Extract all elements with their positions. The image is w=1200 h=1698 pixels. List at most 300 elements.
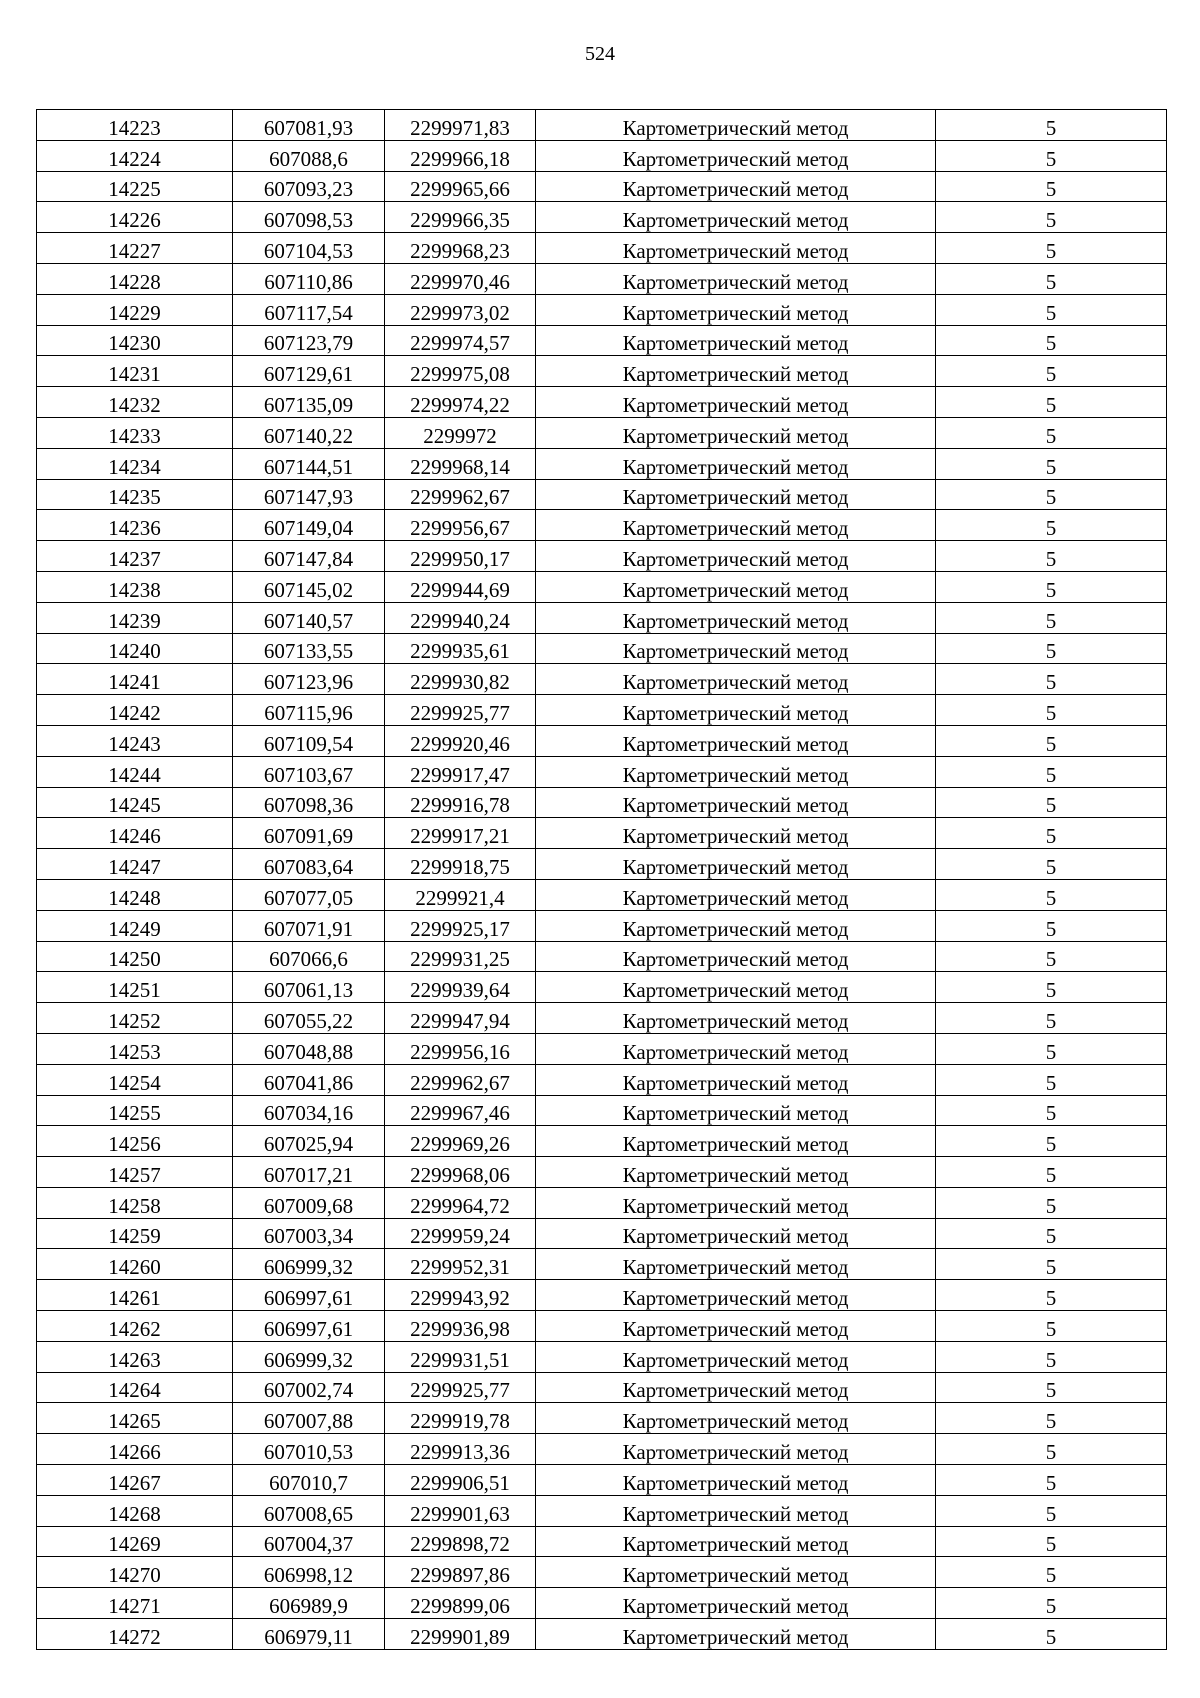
y-coordinate-cell: 2299936,98	[385, 1311, 536, 1342]
point-number-cell: 14233	[37, 417, 233, 448]
point-number-cell: 14257	[37, 1157, 233, 1188]
point-number-cell: 14231	[37, 356, 233, 387]
x-coordinate-cell: 606997,61	[233, 1280, 385, 1311]
accuracy-cell: 5	[936, 1311, 1167, 1342]
accuracy-cell: 5	[936, 1064, 1167, 1095]
table-row	[37, 1619, 1167, 1650]
y-coordinate-cell: 2299917,47	[385, 756, 536, 787]
point-number-cell: 14249	[37, 910, 233, 941]
y-coordinate-cell: 2299901,63	[385, 1495, 536, 1526]
table-row	[37, 1526, 1167, 1557]
table-row	[37, 510, 1167, 541]
x-coordinate-cell: 607129,61	[233, 356, 385, 387]
x-coordinate-cell: 607071,91	[233, 910, 385, 941]
method-cell: Картометрический метод	[536, 1187, 936, 1218]
table-row	[37, 1218, 1167, 1249]
accuracy-cell: 5	[936, 541, 1167, 572]
point-number-cell: 14270	[37, 1557, 233, 1588]
table-row	[37, 233, 1167, 264]
accuracy-cell: 5	[936, 1157, 1167, 1188]
method-cell: Картометрический метод	[536, 387, 936, 418]
accuracy-cell: 5	[936, 110, 1167, 141]
y-coordinate-cell: 2299940,24	[385, 602, 536, 633]
method-cell: Картометрический метод	[536, 664, 936, 695]
method-cell: Картометрический метод	[536, 171, 936, 202]
accuracy-cell: 5	[936, 1557, 1167, 1588]
point-number-cell: 14239	[37, 602, 233, 633]
accuracy-cell: 5	[936, 448, 1167, 479]
y-coordinate-cell: 2299962,67	[385, 1064, 536, 1095]
table-row	[37, 818, 1167, 849]
method-cell: Картометрический метод	[536, 972, 936, 1003]
method-cell: Картометрический метод	[536, 695, 936, 726]
accuracy-cell: 5	[936, 910, 1167, 941]
point-number-cell: 14244	[37, 756, 233, 787]
y-coordinate-cell: 2299931,25	[385, 941, 536, 972]
y-coordinate-cell: 2299943,92	[385, 1280, 536, 1311]
y-coordinate-cell: 2299950,17	[385, 541, 536, 572]
accuracy-cell: 5	[936, 356, 1167, 387]
table-row	[37, 356, 1167, 387]
y-coordinate-cell: 2299968,23	[385, 233, 536, 264]
y-coordinate-cell: 2299956,67	[385, 510, 536, 541]
x-coordinate-cell: 607110,86	[233, 263, 385, 294]
point-number-cell: 14227	[37, 233, 233, 264]
accuracy-cell: 5	[936, 417, 1167, 448]
accuracy-cell: 5	[936, 695, 1167, 726]
y-coordinate-cell: 2299899,06	[385, 1588, 536, 1619]
accuracy-cell: 5	[936, 756, 1167, 787]
point-number-cell: 14250	[37, 941, 233, 972]
point-number-cell: 14241	[37, 664, 233, 695]
x-coordinate-cell: 607093,23	[233, 171, 385, 202]
point-number-cell: 14251	[37, 972, 233, 1003]
point-number-cell: 14242	[37, 695, 233, 726]
x-coordinate-cell: 607098,53	[233, 202, 385, 233]
accuracy-cell: 5	[936, 1033, 1167, 1064]
y-coordinate-cell: 2299919,78	[385, 1403, 536, 1434]
table-row	[37, 756, 1167, 787]
method-cell: Картометрический метод	[536, 1249, 936, 1280]
accuracy-cell: 5	[936, 725, 1167, 756]
x-coordinate-cell: 607117,54	[233, 294, 385, 325]
accuracy-cell: 5	[936, 1588, 1167, 1619]
table-row	[37, 1495, 1167, 1526]
method-cell: Картометрический метод	[536, 1372, 936, 1403]
y-coordinate-cell: 2299925,77	[385, 1372, 536, 1403]
method-cell: Картометрический метод	[536, 879, 936, 910]
y-coordinate-cell: 2299913,36	[385, 1434, 536, 1465]
y-coordinate-cell: 2299974,22	[385, 387, 536, 418]
method-cell: Картометрический метод	[536, 756, 936, 787]
method-cell: Картометрический метод	[536, 1033, 936, 1064]
point-number-cell: 14267	[37, 1465, 233, 1496]
accuracy-cell: 5	[936, 1095, 1167, 1126]
table-row	[37, 1280, 1167, 1311]
method-cell: Картометрический метод	[536, 1465, 936, 1496]
point-number-cell: 14254	[37, 1064, 233, 1095]
method-cell: Картометрический метод	[536, 1526, 936, 1557]
method-cell: Картометрический метод	[536, 1126, 936, 1157]
method-cell: Картометрический метод	[536, 1064, 936, 1095]
accuracy-cell: 5	[936, 787, 1167, 818]
x-coordinate-cell: 607004,37	[233, 1526, 385, 1557]
point-number-cell: 14223	[37, 110, 233, 141]
y-coordinate-cell: 2299925,17	[385, 910, 536, 941]
accuracy-cell: 5	[936, 479, 1167, 510]
accuracy-cell: 5	[936, 849, 1167, 880]
y-coordinate-cell: 2299966,18	[385, 140, 536, 171]
accuracy-cell: 5	[936, 510, 1167, 541]
table-row	[37, 171, 1167, 202]
y-coordinate-cell: 2299972	[385, 417, 536, 448]
method-cell: Картометрический метод	[536, 233, 936, 264]
method-cell: Картометрический метод	[536, 263, 936, 294]
table-row	[37, 725, 1167, 756]
table-row	[37, 941, 1167, 972]
accuracy-cell: 5	[936, 263, 1167, 294]
table-row	[37, 633, 1167, 664]
method-cell: Картометрический метод	[536, 571, 936, 602]
accuracy-cell: 5	[936, 972, 1167, 1003]
y-coordinate-cell: 2299956,16	[385, 1033, 536, 1064]
y-coordinate-cell: 2299920,46	[385, 725, 536, 756]
accuracy-cell: 5	[936, 294, 1167, 325]
point-number-cell: 14247	[37, 849, 233, 880]
table-row	[37, 879, 1167, 910]
coordinates-table-body	[37, 110, 1167, 1650]
point-number-cell: 14268	[37, 1495, 233, 1526]
table-row	[37, 910, 1167, 941]
point-number-cell: 14263	[37, 1341, 233, 1372]
table-row	[37, 571, 1167, 602]
x-coordinate-cell: 607041,86	[233, 1064, 385, 1095]
accuracy-cell: 5	[936, 1403, 1167, 1434]
y-coordinate-cell: 2299944,69	[385, 571, 536, 602]
y-coordinate-cell: 2299952,31	[385, 1249, 536, 1280]
table-row	[37, 1187, 1167, 1218]
table-row	[37, 1003, 1167, 1034]
method-cell: Картометрический метод	[536, 417, 936, 448]
x-coordinate-cell: 607007,88	[233, 1403, 385, 1434]
x-coordinate-cell: 607123,79	[233, 325, 385, 356]
x-coordinate-cell: 606997,61	[233, 1311, 385, 1342]
table-row	[37, 1033, 1167, 1064]
table-row	[37, 325, 1167, 356]
table-row	[37, 294, 1167, 325]
x-coordinate-cell: 607123,96	[233, 664, 385, 695]
y-coordinate-cell: 2299959,24	[385, 1218, 536, 1249]
accuracy-cell: 5	[936, 571, 1167, 602]
accuracy-cell: 5	[936, 140, 1167, 171]
point-number-cell: 14245	[37, 787, 233, 818]
x-coordinate-cell: 606989,9	[233, 1588, 385, 1619]
x-coordinate-cell: 607003,34	[233, 1218, 385, 1249]
method-cell: Картометрический метод	[536, 510, 936, 541]
method-cell: Картометрический метод	[536, 1619, 936, 1650]
x-coordinate-cell: 607009,68	[233, 1187, 385, 1218]
accuracy-cell: 5	[936, 1495, 1167, 1526]
x-coordinate-cell: 607133,55	[233, 633, 385, 664]
point-number-cell: 14253	[37, 1033, 233, 1064]
accuracy-cell: 5	[936, 1372, 1167, 1403]
point-number-cell: 14252	[37, 1003, 233, 1034]
point-number-cell: 14266	[37, 1434, 233, 1465]
x-coordinate-cell: 607140,57	[233, 602, 385, 633]
x-coordinate-cell: 607061,13	[233, 972, 385, 1003]
y-coordinate-cell: 2299930,82	[385, 664, 536, 695]
accuracy-cell: 5	[936, 1619, 1167, 1650]
y-coordinate-cell: 2299966,35	[385, 202, 536, 233]
y-coordinate-cell: 2299975,08	[385, 356, 536, 387]
method-cell: Картометрический метод	[536, 202, 936, 233]
method-cell: Картометрический метод	[536, 1403, 936, 1434]
y-coordinate-cell: 2299970,46	[385, 263, 536, 294]
point-number-cell: 14259	[37, 1218, 233, 1249]
y-coordinate-cell: 2299917,21	[385, 818, 536, 849]
x-coordinate-cell: 607098,36	[233, 787, 385, 818]
y-coordinate-cell: 2299967,46	[385, 1095, 536, 1126]
y-coordinate-cell: 2299971,83	[385, 110, 536, 141]
table-row	[37, 849, 1167, 880]
point-number-cell: 14265	[37, 1403, 233, 1434]
x-coordinate-cell: 607010,53	[233, 1434, 385, 1465]
point-number-cell: 14235	[37, 479, 233, 510]
table-row	[37, 140, 1167, 171]
method-cell: Картометрический метод	[536, 1495, 936, 1526]
accuracy-cell: 5	[936, 325, 1167, 356]
point-number-cell: 14240	[37, 633, 233, 664]
point-number-cell: 14228	[37, 263, 233, 294]
x-coordinate-cell: 607081,93	[233, 110, 385, 141]
point-number-cell: 14226	[37, 202, 233, 233]
table-row	[37, 1341, 1167, 1372]
point-number-cell: 14258	[37, 1187, 233, 1218]
x-coordinate-cell: 607025,94	[233, 1126, 385, 1157]
method-cell: Картометрический метод	[536, 818, 936, 849]
method-cell: Картометрический метод	[536, 1434, 936, 1465]
x-coordinate-cell: 607091,69	[233, 818, 385, 849]
point-number-cell: 14246	[37, 818, 233, 849]
method-cell: Картометрический метод	[536, 541, 936, 572]
x-coordinate-cell: 607066,6	[233, 941, 385, 972]
method-cell: Картометрический метод	[536, 787, 936, 818]
x-coordinate-cell: 607017,21	[233, 1157, 385, 1188]
accuracy-cell: 5	[936, 1341, 1167, 1372]
y-coordinate-cell: 2299947,94	[385, 1003, 536, 1034]
y-coordinate-cell: 2299901,89	[385, 1619, 536, 1650]
point-number-cell: 14229	[37, 294, 233, 325]
x-coordinate-cell: 607140,22	[233, 417, 385, 448]
point-number-cell: 14255	[37, 1095, 233, 1126]
x-coordinate-cell: 607088,6	[233, 140, 385, 171]
x-coordinate-cell: 606979,11	[233, 1619, 385, 1650]
table-row	[37, 787, 1167, 818]
point-number-cell: 14237	[37, 541, 233, 572]
accuracy-cell: 5	[936, 941, 1167, 972]
accuracy-cell: 5	[936, 1526, 1167, 1557]
table-row	[37, 541, 1167, 572]
x-coordinate-cell: 607144,51	[233, 448, 385, 479]
method-cell: Картометрический метод	[536, 140, 936, 171]
page-number: 524	[585, 43, 615, 65]
table-row	[37, 1465, 1167, 1496]
method-cell: Картометрический метод	[536, 356, 936, 387]
accuracy-cell: 5	[936, 1465, 1167, 1496]
method-cell: Картометрический метод	[536, 849, 936, 880]
table-row	[37, 1095, 1167, 1126]
y-coordinate-cell: 2299925,77	[385, 695, 536, 726]
point-number-cell: 14230	[37, 325, 233, 356]
x-coordinate-cell: 607048,88	[233, 1033, 385, 1064]
y-coordinate-cell: 2299897,86	[385, 1557, 536, 1588]
point-number-cell: 14264	[37, 1372, 233, 1403]
x-coordinate-cell: 606999,32	[233, 1341, 385, 1372]
table-row	[37, 387, 1167, 418]
method-cell: Картометрический метод	[536, 448, 936, 479]
x-coordinate-cell: 607104,53	[233, 233, 385, 264]
method-cell: Картометрический метод	[536, 1280, 936, 1311]
y-coordinate-cell: 2299906,51	[385, 1465, 536, 1496]
method-cell: Картометрический метод	[536, 1341, 936, 1372]
point-number-cell: 14256	[37, 1126, 233, 1157]
x-coordinate-cell: 607147,84	[233, 541, 385, 572]
table-row	[37, 972, 1167, 1003]
x-coordinate-cell: 607115,96	[233, 695, 385, 726]
y-coordinate-cell: 2299931,51	[385, 1341, 536, 1372]
table-row	[37, 1064, 1167, 1095]
table-row	[37, 664, 1167, 695]
point-number-cell: 14271	[37, 1588, 233, 1619]
accuracy-cell: 5	[936, 1126, 1167, 1157]
y-coordinate-cell: 2299965,66	[385, 171, 536, 202]
x-coordinate-cell: 607103,67	[233, 756, 385, 787]
accuracy-cell: 5	[936, 664, 1167, 695]
method-cell: Картометрический метод	[536, 1157, 936, 1188]
table-row	[37, 263, 1167, 294]
x-coordinate-cell: 607083,64	[233, 849, 385, 880]
x-coordinate-cell: 607010,7	[233, 1465, 385, 1496]
method-cell: Картометрический метод	[536, 633, 936, 664]
table-row	[37, 602, 1167, 633]
table-row	[37, 1372, 1167, 1403]
x-coordinate-cell: 607109,54	[233, 725, 385, 756]
table-row	[37, 1126, 1167, 1157]
x-coordinate-cell: 607135,09	[233, 387, 385, 418]
x-coordinate-cell: 606998,12	[233, 1557, 385, 1588]
accuracy-cell: 5	[936, 171, 1167, 202]
method-cell: Картометрический метод	[536, 110, 936, 141]
x-coordinate-cell: 607008,65	[233, 1495, 385, 1526]
table-row	[37, 695, 1167, 726]
point-number-cell: 14232	[37, 387, 233, 418]
table-row	[37, 1311, 1167, 1342]
coordinates-table	[36, 109, 1167, 1650]
method-cell: Картометрический метод	[536, 1311, 936, 1342]
accuracy-cell: 5	[936, 879, 1167, 910]
accuracy-cell: 5	[936, 387, 1167, 418]
table-row	[37, 1588, 1167, 1619]
method-cell: Картометрический метод	[536, 1003, 936, 1034]
x-coordinate-cell: 607034,16	[233, 1095, 385, 1126]
y-coordinate-cell: 2299921,4	[385, 879, 536, 910]
y-coordinate-cell: 2299939,64	[385, 972, 536, 1003]
table-row	[37, 1557, 1167, 1588]
method-cell: Картометрический метод	[536, 1557, 936, 1588]
accuracy-cell: 5	[936, 1434, 1167, 1465]
method-cell: Картометрический метод	[536, 1588, 936, 1619]
y-coordinate-cell: 2299969,26	[385, 1126, 536, 1157]
point-number-cell: 14260	[37, 1249, 233, 1280]
point-number-cell: 14224	[37, 140, 233, 171]
y-coordinate-cell: 2299973,02	[385, 294, 536, 325]
y-coordinate-cell: 2299968,06	[385, 1157, 536, 1188]
point-number-cell: 14243	[37, 725, 233, 756]
method-cell: Картометрический метод	[536, 479, 936, 510]
x-coordinate-cell: 607145,02	[233, 571, 385, 602]
point-number-cell: 14261	[37, 1280, 233, 1311]
table-row	[37, 202, 1167, 233]
table-row	[37, 110, 1167, 141]
accuracy-cell: 5	[936, 1003, 1167, 1034]
x-coordinate-cell: 607147,93	[233, 479, 385, 510]
y-coordinate-cell: 2299898,72	[385, 1526, 536, 1557]
y-coordinate-cell: 2299964,72	[385, 1187, 536, 1218]
method-cell: Картометрический метод	[536, 1095, 936, 1126]
accuracy-cell: 5	[936, 202, 1167, 233]
x-coordinate-cell: 607002,74	[233, 1372, 385, 1403]
x-coordinate-cell: 607149,04	[233, 510, 385, 541]
method-cell: Картометрический метод	[536, 602, 936, 633]
accuracy-cell: 5	[936, 233, 1167, 264]
table-row	[37, 417, 1167, 448]
point-number-cell: 14234	[37, 448, 233, 479]
x-coordinate-cell: 607055,22	[233, 1003, 385, 1034]
method-cell: Картометрический метод	[536, 1218, 936, 1249]
table-row	[37, 1157, 1167, 1188]
method-cell: Картометрический метод	[536, 941, 936, 972]
method-cell: Картометрический метод	[536, 910, 936, 941]
point-number-cell: 14225	[37, 171, 233, 202]
x-coordinate-cell: 606999,32	[233, 1249, 385, 1280]
table-row	[37, 479, 1167, 510]
point-number-cell: 14248	[37, 879, 233, 910]
table-row	[37, 1249, 1167, 1280]
y-coordinate-cell: 2299962,67	[385, 479, 536, 510]
accuracy-cell: 5	[936, 1280, 1167, 1311]
method-cell: Картометрический метод	[536, 325, 936, 356]
accuracy-cell: 5	[936, 1218, 1167, 1249]
accuracy-cell: 5	[936, 1187, 1167, 1218]
point-number-cell: 14238	[37, 571, 233, 602]
accuracy-cell: 5	[936, 602, 1167, 633]
point-number-cell: 14272	[37, 1619, 233, 1650]
method-cell: Картометрический метод	[536, 294, 936, 325]
point-number-cell: 14262	[37, 1311, 233, 1342]
accuracy-cell: 5	[936, 1249, 1167, 1280]
method-cell: Картометрический метод	[536, 725, 936, 756]
table-row	[37, 448, 1167, 479]
y-coordinate-cell: 2299968,14	[385, 448, 536, 479]
point-number-cell: 14269	[37, 1526, 233, 1557]
accuracy-cell: 5	[936, 633, 1167, 664]
y-coordinate-cell: 2299918,75	[385, 849, 536, 880]
point-number-cell: 14236	[37, 510, 233, 541]
table-row	[37, 1434, 1167, 1465]
y-coordinate-cell: 2299935,61	[385, 633, 536, 664]
y-coordinate-cell: 2299916,78	[385, 787, 536, 818]
table-row	[37, 1403, 1167, 1434]
